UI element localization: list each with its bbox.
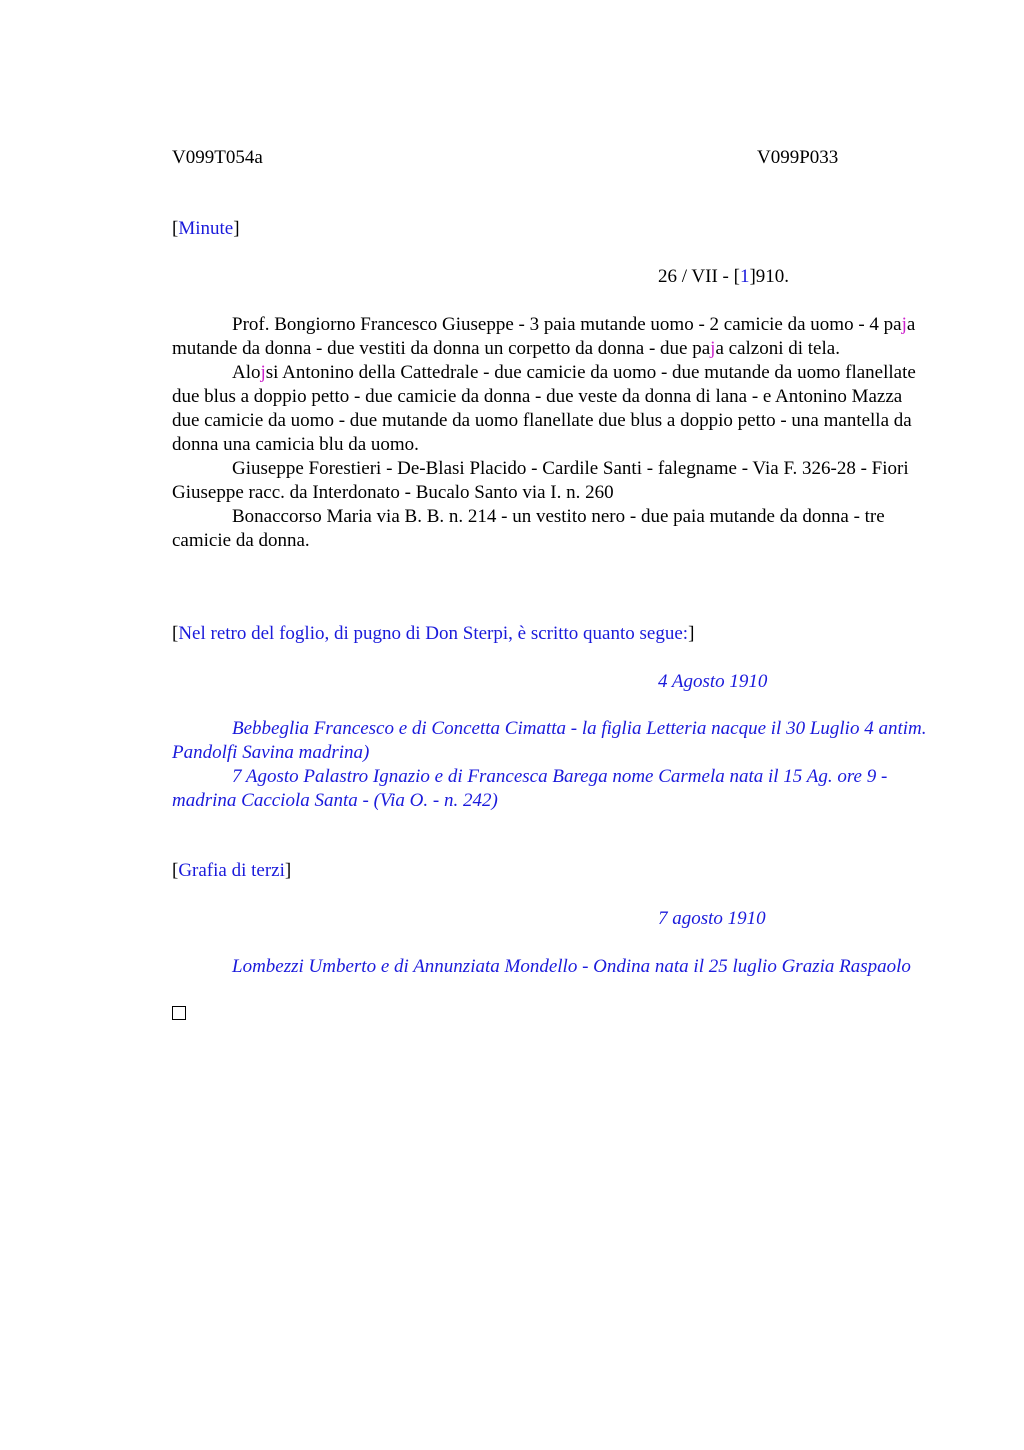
section-label-retro: [Nel retro del foglio, di pugno di Don Sterpi, è scritto quanto segue:] xyxy=(172,623,695,644)
end-of-document-box xyxy=(172,1006,186,1020)
section-label-text: Nel retro del foglio, di pugno di Don Sterpi, è scritto quanto segue: xyxy=(178,623,689,644)
section-label-minute: [Minute] xyxy=(172,218,240,239)
retro-body xyxy=(172,717,928,813)
minute-body xyxy=(172,313,928,553)
document-code-left: V099T054a xyxy=(172,147,263,168)
emended-letter: j xyxy=(260,362,266,383)
text-run: si Antonino della Cattedrale - due camicie da uomo - due mutande da uomo flanellate due blus a doppio petto - due camicie da donna - due veste da donna di lana - e Antonino Mazza due camicie da uomo - due mutande da uomo flanellate due blus a doppio petto - una mantella da donna una camicia blu da uomo. xyxy=(172,362,916,455)
document-code-right: V099P033 xyxy=(757,147,839,168)
emended-letter: j xyxy=(901,314,907,335)
text-run: Alo xyxy=(232,362,261,383)
paragraph-bebbeglia: Bebbeglia Francesco e di Concetta Cimatta - la figlia Letteria nacque il 30 Luglio 4 antim. Pandolfi Savina madrina) xyxy=(172,718,927,763)
grafia-body xyxy=(172,955,928,979)
section-label-text: Minute xyxy=(178,218,234,239)
paragraph-bonaccorso: Bonaccorso Maria via B. B. n. 214 - un vestito nero - due paia mutande da donna - tre camicie da donna. xyxy=(172,506,885,551)
grafia-date: 7 agosto 1910 xyxy=(658,908,766,929)
section-label-grafia: [Grafia di terzi] xyxy=(172,860,292,881)
text-run: a calzoni di tela. xyxy=(715,338,840,359)
paragraph-alojsi xyxy=(172,361,928,457)
date-editorial-insertion: 1 xyxy=(739,266,750,287)
paragraph-forestieri: Giuseppe Forestieri - De-Blasi Placido - Cardile Santi - falegname - Via F. 326-28 - Fiori Giuseppe racc. da Interdonato - Bucalo Santo via I. n. 260 xyxy=(172,458,909,503)
paragraph-bongiorno xyxy=(172,313,928,361)
letter-date xyxy=(658,265,789,289)
text-run: Prof. Bongiorno Francesco Giuseppe - 3 paia mutande uomo - 2 camicie da uomo - 4 pa xyxy=(232,314,902,335)
date-suffix: ]910. xyxy=(749,266,790,287)
section-label-text: Grafia di terzi xyxy=(178,860,285,881)
date-prefix: 26 / VII - [ xyxy=(658,266,740,287)
emended-letter: j xyxy=(710,338,716,359)
text-run: a mutande da donna - due vestiti da donna un corpetto da donna - due pa xyxy=(172,314,916,359)
retro-date: 4 Agosto 1910 xyxy=(658,671,768,692)
paragraph-palastro: 7 Agosto Palastro Ignazio e di Francesca Barega nome Carmela nata il 15 Ag. ore 9 - madrina Cacciola Santa - (Via O. - n. 242) xyxy=(172,766,888,811)
paragraph-lombezzi: Lombezzi Umberto e di Annunziata Mondello - Ondina nata il 25 luglio Grazia Raspaolo xyxy=(232,956,911,977)
